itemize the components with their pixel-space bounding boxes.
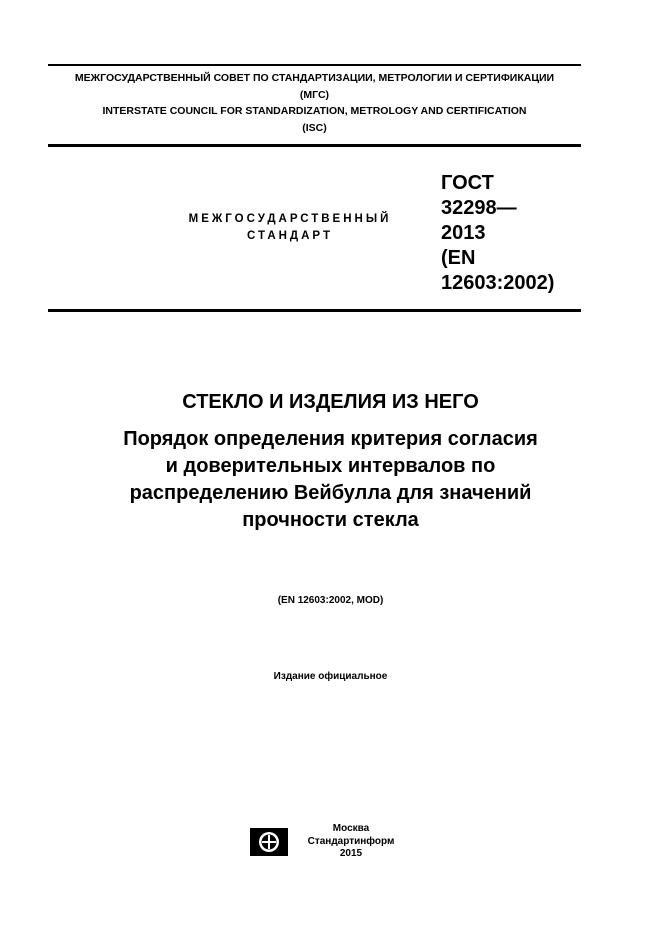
header-thick-rule	[48, 144, 581, 147]
subtitle-line: Порядок определения критерия согласия	[123, 428, 538, 450]
gost-designation	[441, 171, 581, 296]
top-thin-rule	[48, 64, 581, 66]
gost-line: ГОСТ	[441, 172, 494, 194]
subtitle-line: распределению Вейбулла для значений	[129, 482, 532, 504]
gost-line: 32298—	[441, 197, 517, 219]
standartinform-logo-icon	[250, 828, 288, 856]
gost-line: 2013	[441, 222, 486, 244]
en-reference: (EN 12603:2002, MOD)	[277, 595, 384, 606]
publisher-block	[296, 823, 406, 861]
publisher-city: Москва	[332, 823, 370, 834]
document-subtitle	[40, 426, 621, 534]
edition-note: Издание официальное	[273, 671, 388, 682]
council-name-en-line1: INTERSTATE COUNCIL FOR STANDARDIZATION, METROLOGY AND CERTIFICATION	[102, 105, 527, 117]
gost-line: (EN	[441, 247, 476, 269]
subtitle-line: прочности стекла	[242, 509, 419, 531]
publisher-name: Стандартинформ	[307, 835, 395, 847]
document-title: СТЕКЛО И ИЗДЕЛИЯ ИЗ НЕГО	[182, 391, 479, 413]
standard-type-line2: СТАНДАРТ	[247, 230, 333, 242]
council-name-ru-line1: МЕЖГОСУДАРСТВЕННЫЙ СОВЕТ ПО СТАНДАРТИЗАЦИИ, МЕТРОЛОГИИ И СЕРТИФИКАЦИИ	[74, 72, 555, 84]
standard-type-line1: МЕЖГОСУДАРСТВЕННЫЙ	[188, 213, 392, 225]
council-name-ru	[48, 70, 581, 104]
subtitle-line: и доверительных интервалов по	[165, 455, 496, 477]
publication-year: 2015	[339, 848, 363, 859]
council-abbr-en: (ISC)	[302, 122, 327, 134]
gost-line: 12603:2002)	[441, 272, 555, 294]
standard-type-label	[160, 211, 420, 245]
council-abbr-ru: (МГС)	[299, 89, 330, 101]
council-name-en	[48, 103, 581, 137]
designation-thick-rule	[48, 309, 581, 312]
